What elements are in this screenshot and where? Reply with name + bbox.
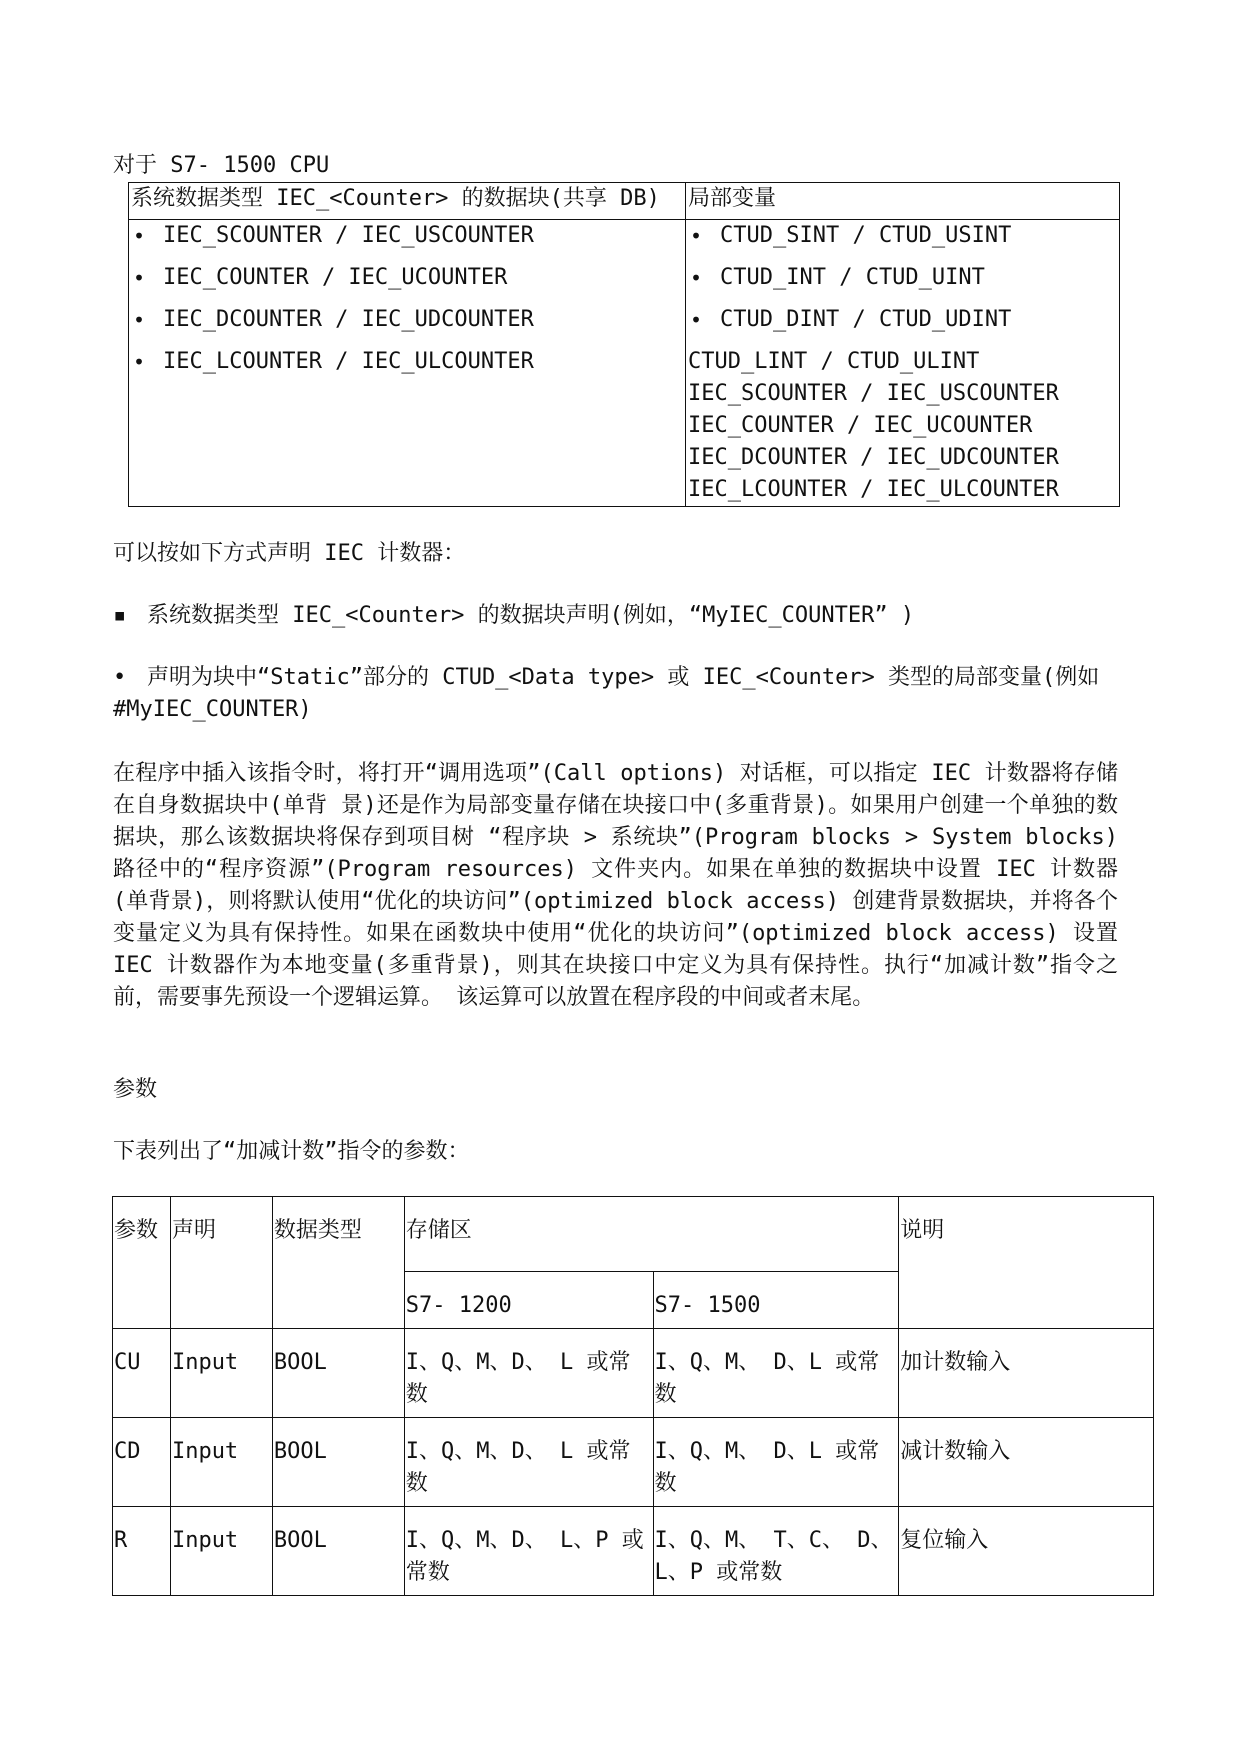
plain-line: IEC_LCOUNTER / IEC_ULCOUNTER (688, 477, 1059, 502)
header-local-vars: 局部变量 (686, 183, 1120, 220)
header-shared-db: 系统数据类型 IEC_<Counter> 的数据块(共享 DB) (129, 183, 686, 220)
bullet-item-static (113, 662, 1118, 726)
cell-s7-1200: I、Q、M、D、 L 或常数 (404, 1329, 653, 1418)
list-item: • CTUD_SINT / CTUD_USINT (688, 220, 1117, 252)
cell-s7-1200: I、Q、M、D、 L、P 或常数 (404, 1507, 653, 1596)
header-param: 参数 (113, 1197, 171, 1329)
cell-param: R (113, 1507, 171, 1596)
table-header-row (113, 1197, 1154, 1272)
bullet-icon: ▪ (113, 603, 127, 628)
plain-line: IEC_COUNTER / IEC_UCOUNTER (688, 413, 1033, 438)
table-row (113, 1329, 1154, 1418)
cell-s7-1500: I、Q、M、 D、L 或常 数 (653, 1418, 899, 1507)
plain-line: IEC_SCOUNTER / IEC_USCOUNTER (688, 381, 1059, 406)
cell-s7-1500: I、Q、M、 D、L 或常 数 (653, 1329, 899, 1418)
body-paragraph: 在程序中插入该指令时，将打开“调用选项”(Call options) 对话框，可以指定 IEC 计数器将存储在自身数据块中(单背 景)还是作为局部变量存储在块接口中(多重背景)。如果用户创建一个单独的数据块，那么该数据块将保存到项目树 “程序块 > 系统块”(Program blocks > System blocks) 路径中的“程序资源”(Program resources) 文件夹内。如果在单独的数据块中设置 IEC 计数器(单背景)，则将默认使用“优化的块访问”(optimized block access) 创建背景数据块，并将各个变量定义为具有保持性。如果在函数块中使用“优化的块访问”(optimized block access) 设置 IEC 计数器作为本地变量(多重背景)，则其在块接口中定义为具有保持性。执行“加减计数”指令之前，需要事先预设一个逻辑运算。 该运算可以放置在程序段的中间或者末尾。 (113, 761, 1118, 1010)
list-item: • IEC_SCOUNTER / IEC_USCOUNTER (131, 220, 683, 252)
cell-decl: Input (170, 1507, 272, 1596)
bullet-icon: • (113, 665, 127, 690)
list-item: • CTUD_INT / CTUD_UINT (688, 262, 1117, 294)
cell-decl: Input (170, 1329, 272, 1418)
table-row (113, 1418, 1154, 1507)
header-s7-1200: S7- 1200 (404, 1272, 653, 1329)
shared-db-list (131, 220, 683, 378)
header-area: 存储区 (404, 1197, 898, 1272)
local-vars-list (688, 220, 1117, 336)
local-vars-cell (686, 220, 1120, 507)
list-item: • IEC_DCOUNTER / IEC_UDCOUNTER (131, 304, 683, 336)
cell-param: CU (113, 1329, 171, 1418)
header-decl: 声明 (170, 1197, 272, 1329)
bullet-text: 系统数据类型 IEC_<Counter> 的数据块声明(例如，“MyIEC_COUNTER” ) (147, 603, 915, 628)
cell-param: CD (113, 1418, 171, 1507)
list-item: • IEC_COUNTER / IEC_UCOUNTER (131, 262, 683, 294)
header-desc: 说明 (899, 1197, 1154, 1329)
cell-desc: 加计数输入 (899, 1329, 1154, 1418)
section-title: 参数 (113, 1077, 158, 1102)
table-row (129, 220, 1120, 507)
list-item: • CTUD_DINT / CTUD_UDINT (688, 304, 1117, 336)
list-item: • IEC_LCOUNTER / IEC_ULCOUNTER (131, 346, 683, 378)
parameters-table (112, 1196, 1154, 1596)
header-dtype: 数据类型 (272, 1197, 404, 1329)
plain-line: CTUD_LINT / CTUD_ULINT (688, 349, 980, 374)
table2-intro: 下表列出了“加减计数”指令的参数： (113, 1139, 470, 1164)
cell-decl: Input (170, 1418, 272, 1507)
header-s7-1500: S7- 1500 (653, 1272, 899, 1329)
bullet-item-db (113, 600, 1118, 632)
intro-line: 对于 S7- 1500 CPU (113, 153, 330, 178)
cell-dtype: BOOL (272, 1507, 404, 1596)
cell-s7-1200: I、Q、M、D、 L 或常数 (404, 1418, 653, 1507)
cell-s7-1500: I、Q、M、 T、C、 D、L、P 或常数 (653, 1507, 899, 1596)
cell-desc: 复位输入 (899, 1507, 1154, 1596)
declare-intro: 可以按如下方式声明 IEC 计数器： (113, 541, 466, 566)
counter-types-table (128, 182, 1120, 507)
cell-desc: 减计数输入 (899, 1418, 1154, 1507)
bullet-text: 声明为块中“Static”部分的 CTUD_<Data type> 或 IEC_<Counter> 类型的局部变量(例如 #MyIEC_COUNTER) (113, 665, 1100, 722)
table-header-row (129, 183, 1120, 220)
cell-dtype: BOOL (272, 1418, 404, 1507)
table-row (113, 1507, 1154, 1596)
shared-db-cell (129, 220, 686, 507)
cell-dtype: BOOL (272, 1329, 404, 1418)
plain-line: IEC_DCOUNTER / IEC_UDCOUNTER (688, 445, 1059, 470)
